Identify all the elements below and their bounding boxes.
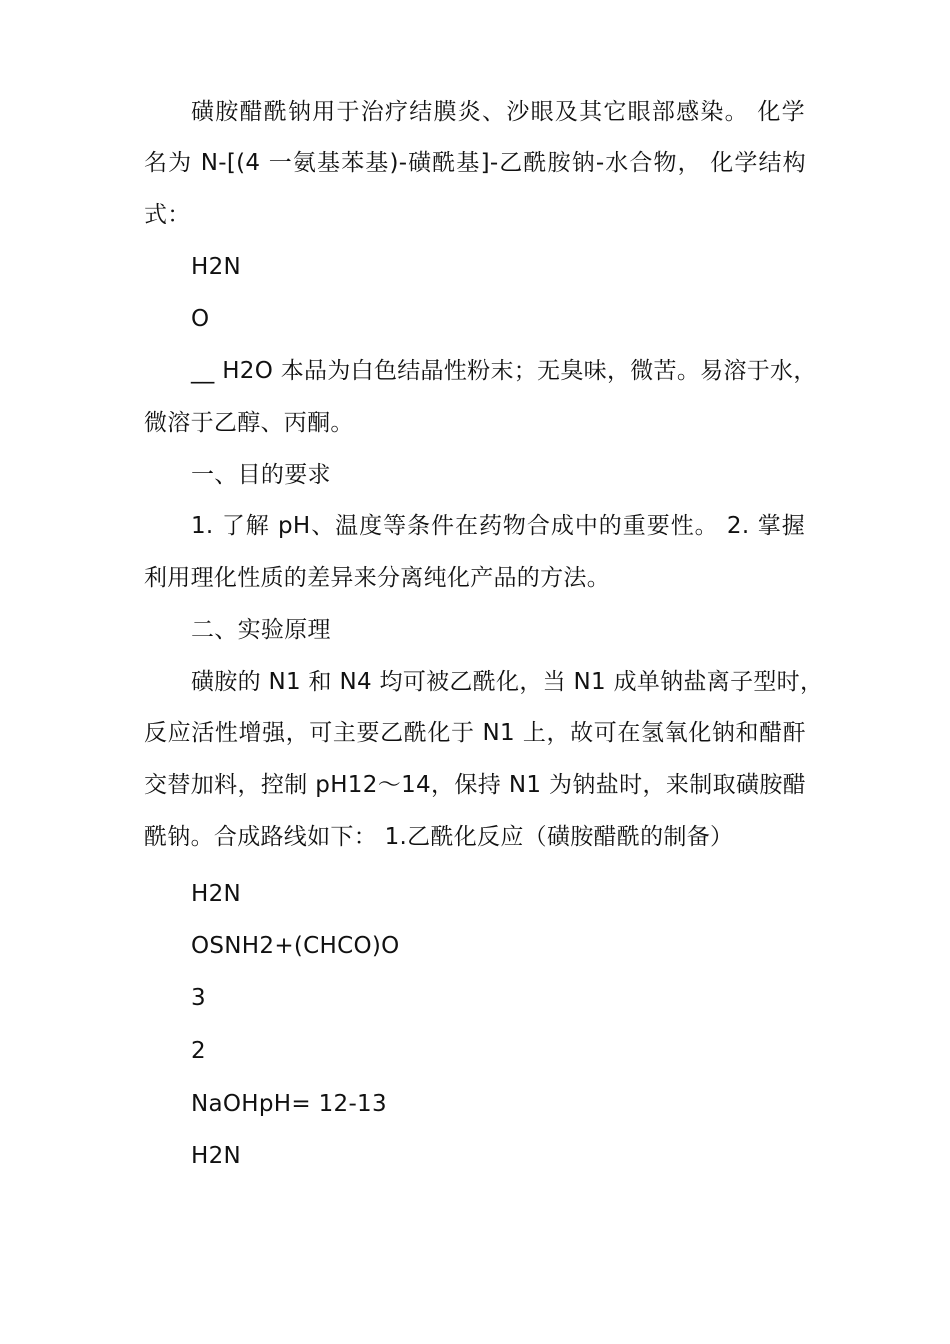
text-line-14: 交替加料，控制 pH12～14，保持 N1 为钠盐时，来制取磺胺醋 xyxy=(144,772,806,798)
text-line-15: 酰钠。合成路线如下： 1.乙酰化反应（磺胺醋酰的制备） xyxy=(144,824,734,850)
text-line-7: 微溶于乙醇、丙酮。 xyxy=(144,410,354,436)
text-line-12: 磺胺的 N1 和 N4 均可被乙酰化，当 N1 成单钠盐离子型时， xyxy=(191,669,824,695)
formula-h2n-3: H2N xyxy=(191,1143,242,1169)
section-heading-principle: 二、实验原理 xyxy=(191,617,331,643)
text-line-13: 反应活性增强，可主要乙酰化于 N1 上，故可在氢氧化钠和醋酐 xyxy=(144,720,806,746)
formula-h2n-1: H2N xyxy=(191,254,242,280)
text-line-10: 利用理化性质的差异来分离纯化产品的方法。 xyxy=(144,565,610,591)
formula-h2n-2: H2N xyxy=(191,881,242,907)
section-heading-objectives: 一、目的要求 xyxy=(191,462,331,488)
text-line-2: 名为 N-[(4 一氨基苯基)-磺酰基]-乙酰胺钠-水合物， 化学结构 xyxy=(144,150,806,176)
text-line-9: 1. 了解 pH、温度等条件在药物合成中的重要性。 2. 掌握 xyxy=(191,513,805,539)
formula-reactants: OSNH2+(CHCO)O xyxy=(191,933,400,959)
formula-o: O xyxy=(191,306,210,332)
text-line-6: __ H2O 本品为白色结晶性粉末；无臭味，微苦。易溶于水， xyxy=(191,358,817,384)
formula-subscript-2: 2 xyxy=(191,1038,206,1064)
text-line-1: 磺胺醋酰钠用于治疗结膜炎、沙眼及其它眼部感染。 化学 xyxy=(191,99,805,125)
text-line-3: 式： xyxy=(144,202,191,228)
formula-condition: NaOHpH= 12-13 xyxy=(191,1091,387,1117)
formula-subscript-3: 3 xyxy=(191,985,206,1011)
